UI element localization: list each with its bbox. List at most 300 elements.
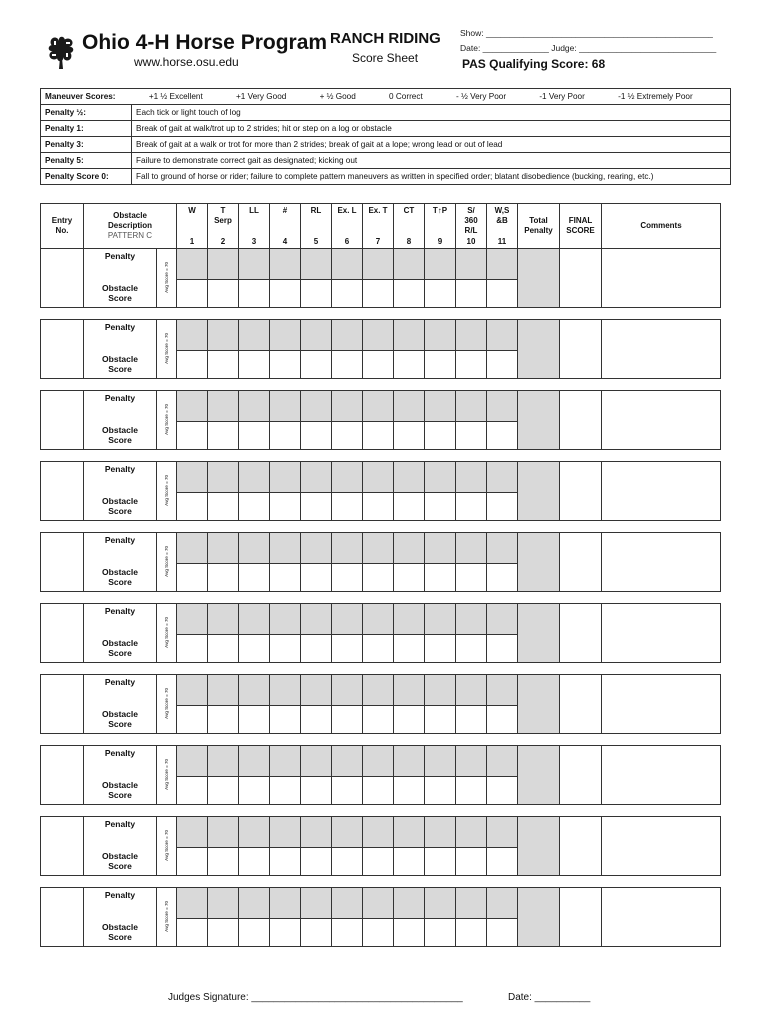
penalty-cell[interactable] <box>487 320 518 351</box>
row-spacer <box>41 450 721 462</box>
maneuver-score-cell[interactable] <box>239 634 270 663</box>
maneuver-score-cell[interactable] <box>425 492 456 521</box>
judge-signature-field[interactable]: Judges Signature: ______________________________________ <box>168 992 463 1003</box>
final-score-cell[interactable] <box>560 249 602 308</box>
maneuver-score-cell[interactable] <box>425 847 456 876</box>
penalty-cell[interactable] <box>487 391 518 422</box>
penalty-cell[interactable] <box>177 462 208 493</box>
maneuver-score-cell[interactable] <box>487 350 518 379</box>
penalty-cell[interactable] <box>332 533 363 564</box>
final-score-cell[interactable] <box>560 746 602 805</box>
comments-cell[interactable] <box>602 604 721 663</box>
penalty-cell[interactable] <box>456 462 487 493</box>
final-score-cell[interactable] <box>560 462 602 521</box>
total-penalty-cell[interactable] <box>518 320 560 379</box>
signature-date-field[interactable]: Date: __________ <box>508 992 591 1003</box>
maneuver-score: -1 ½ Extremely Poor <box>618 92 693 101</box>
total-penalty-cell[interactable] <box>518 249 560 308</box>
maneuver-score-cell[interactable] <box>177 350 208 379</box>
penalty-label: Penalty 1: <box>41 121 132 137</box>
penalty-cell[interactable] <box>270 391 301 422</box>
maneuver-score-cell[interactable] <box>332 563 363 592</box>
penalty-cell[interactable] <box>487 675 518 706</box>
penalty-cell[interactable] <box>239 533 270 564</box>
maneuver-score-cell[interactable] <box>363 847 394 876</box>
maneuver-score-cell[interactable] <box>487 421 518 450</box>
penalty-cell[interactable] <box>456 533 487 564</box>
maneuver-score-cell[interactable] <box>394 421 425 450</box>
entry-number-cell[interactable] <box>41 462 84 521</box>
maneuver-score-cell[interactable] <box>208 918 239 947</box>
final-score-cell[interactable] <box>560 391 602 450</box>
penalty-cell[interactable] <box>394 391 425 422</box>
maneuver-score-cell[interactable] <box>208 421 239 450</box>
penalty-cell[interactable] <box>270 533 301 564</box>
maneuver-score-cell[interactable] <box>270 350 301 379</box>
penalty-cell[interactable] <box>487 817 518 848</box>
penalty-cell[interactable] <box>425 391 456 422</box>
maneuver-score-cell[interactable] <box>487 563 518 592</box>
penalty-cell[interactable] <box>208 391 239 422</box>
final-score-cell[interactable] <box>560 817 602 876</box>
maneuver-score-cell[interactable] <box>487 634 518 663</box>
maneuver-header: CT 8 <box>394 204 425 249</box>
maneuver-score-cell[interactable] <box>208 492 239 521</box>
maneuver-score-cell[interactable] <box>425 421 456 450</box>
maneuver-score-cell[interactable] <box>301 492 332 521</box>
penalty-cell[interactable] <box>363 604 394 635</box>
maneuver-score-cell[interactable] <box>177 918 208 947</box>
entry-number-cell[interactable] <box>41 249 84 308</box>
maneuver-score-cell[interactable] <box>363 421 394 450</box>
penalty-cell[interactable] <box>301 604 332 635</box>
penalty-cell[interactable] <box>487 249 518 280</box>
penalty-cell[interactable] <box>239 746 270 777</box>
maneuver-score-cell[interactable] <box>394 279 425 308</box>
penalty-cell[interactable] <box>177 533 208 564</box>
maneuver-score-cell[interactable] <box>301 918 332 947</box>
penalty-cell[interactable] <box>239 604 270 635</box>
maneuver-score-cell[interactable] <box>332 918 363 947</box>
obstacle-header: Obstacle Description PATTERN C <box>84 204 177 249</box>
maneuver-score-cell[interactable] <box>394 492 425 521</box>
maneuver-score-cell[interactable] <box>270 634 301 663</box>
penalty-cell[interactable] <box>177 391 208 422</box>
maneuver-score-cell[interactable] <box>239 350 270 379</box>
penalty-cell[interactable] <box>177 675 208 706</box>
penalty-cell[interactable] <box>332 462 363 493</box>
penalty-cell[interactable] <box>177 249 208 280</box>
penalty-cell[interactable] <box>239 462 270 493</box>
maneuver-score-cell[interactable] <box>208 776 239 805</box>
maneuver-score-cell[interactable] <box>363 776 394 805</box>
maneuver-score-cell[interactable] <box>394 776 425 805</box>
maneuver-score-cell[interactable] <box>425 563 456 592</box>
penalty-cell[interactable] <box>487 604 518 635</box>
penalty-cell[interactable] <box>363 746 394 777</box>
penalty-cell[interactable] <box>487 746 518 777</box>
penalty-cell[interactable] <box>239 817 270 848</box>
maneuver-scores-label: Maneuver Scores: <box>45 92 116 101</box>
maneuver-score-cell[interactable] <box>332 705 363 734</box>
penalty-cell[interactable] <box>332 320 363 351</box>
maneuver-score-cell[interactable] <box>208 563 239 592</box>
maneuver-score-cell[interactable] <box>208 279 239 308</box>
penalty-cell[interactable] <box>239 391 270 422</box>
entry-penalty-row <box>41 249 721 280</box>
maneuver-score-cell[interactable] <box>177 847 208 876</box>
maneuver-score-cell[interactable] <box>487 847 518 876</box>
maneuver-score-cell[interactable] <box>177 492 208 521</box>
penalty-cell[interactable] <box>208 462 239 493</box>
maneuver-score-cell[interactable] <box>363 918 394 947</box>
maneuver-score-cell[interactable] <box>177 634 208 663</box>
penalty-label: Penalty 3: <box>41 137 132 153</box>
penalty-cell[interactable] <box>394 249 425 280</box>
penalty-cell[interactable] <box>208 604 239 635</box>
penalty-cell[interactable] <box>208 888 239 919</box>
total-penalty-cell[interactable] <box>518 817 560 876</box>
maneuver-score-cell[interactable] <box>239 918 270 947</box>
penalty-cell[interactable] <box>456 675 487 706</box>
penalty-cell[interactable] <box>487 533 518 564</box>
penalty-cell[interactable] <box>177 604 208 635</box>
comments-cell[interactable] <box>602 320 721 379</box>
total-penalty-cell[interactable] <box>518 604 560 663</box>
maneuver-score-cell[interactable] <box>456 421 487 450</box>
comments-cell[interactable] <box>602 675 721 734</box>
total-penalty-cell[interactable] <box>518 746 560 805</box>
maneuver-score-cell[interactable] <box>332 279 363 308</box>
entry-penalty-row <box>41 391 721 422</box>
penalty-cell[interactable] <box>332 391 363 422</box>
comments-cell[interactable] <box>602 391 721 450</box>
maneuver-score-cell[interactable] <box>208 705 239 734</box>
maneuver-score-cell[interactable] <box>208 350 239 379</box>
maneuver-score-cell[interactable] <box>363 634 394 663</box>
comments-cell[interactable] <box>602 462 721 521</box>
class-title: RANCH RIDING <box>330 30 441 47</box>
maneuver-score-cell[interactable] <box>177 421 208 450</box>
maneuver-score-cell[interactable] <box>301 563 332 592</box>
penalty-cell[interactable] <box>363 249 394 280</box>
maneuver-score-cell[interactable] <box>394 563 425 592</box>
maneuver-score-cell[interactable] <box>394 705 425 734</box>
maneuver-score: 0 Correct <box>389 92 423 101</box>
penalty-cell[interactable] <box>301 533 332 564</box>
maneuver-score-cell[interactable] <box>332 492 363 521</box>
penalty-cell[interactable] <box>177 817 208 848</box>
comments-cell[interactable] <box>602 817 721 876</box>
maneuver-score-cell[interactable] <box>394 918 425 947</box>
penalty-cell[interactable] <box>394 817 425 848</box>
penalty-cell[interactable] <box>208 817 239 848</box>
penalty-label: Penalty <box>84 533 157 564</box>
penalty-text: Each tick or light touch of log <box>132 105 731 121</box>
maneuver-score-cell[interactable] <box>270 563 301 592</box>
maneuver-score-cell[interactable] <box>332 847 363 876</box>
maneuver-score-cell[interactable] <box>456 705 487 734</box>
website-link[interactable]: www.horse.osu.edu <box>134 55 239 69</box>
penalty-cell[interactable] <box>301 888 332 919</box>
entry-number-cell[interactable] <box>41 817 84 876</box>
penalty-cell[interactable] <box>301 746 332 777</box>
avg-score-cell <box>157 391 177 450</box>
maneuver-score-cell[interactable] <box>363 563 394 592</box>
penalty-cell[interactable] <box>425 817 456 848</box>
maneuver-score-cell[interactable] <box>239 776 270 805</box>
penalty-cell[interactable] <box>456 746 487 777</box>
penalty-cell[interactable] <box>456 604 487 635</box>
entry-number-cell[interactable] <box>41 391 84 450</box>
maneuver-score-cell[interactable] <box>301 634 332 663</box>
comments-cell[interactable] <box>602 746 721 805</box>
entry-penalty-row <box>41 533 721 564</box>
maneuver-score-cell[interactable] <box>301 847 332 876</box>
penalty-cell[interactable] <box>363 675 394 706</box>
maneuver-score-cell[interactable] <box>239 492 270 521</box>
penalty-cell[interactable] <box>177 320 208 351</box>
penalty-cell[interactable] <box>425 888 456 919</box>
penalty-cell[interactable] <box>301 249 332 280</box>
penalty-cell[interactable] <box>239 888 270 919</box>
avg-score-cell <box>157 675 177 734</box>
final-score-cell[interactable] <box>560 320 602 379</box>
penalty-cell[interactable] <box>487 462 518 493</box>
show-field[interactable]: Show: ________________________________________________ <box>460 28 713 38</box>
penalty-label: Penalty <box>84 817 157 848</box>
penalty-cell[interactable] <box>270 888 301 919</box>
maneuver-score-cell[interactable] <box>487 705 518 734</box>
total-penalty-cell[interactable] <box>518 533 560 592</box>
penalty-cell[interactable] <box>394 604 425 635</box>
maneuver-score-cell[interactable] <box>394 634 425 663</box>
penalty-cell[interactable] <box>332 675 363 706</box>
maneuver-score-cell[interactable] <box>332 776 363 805</box>
maneuver-score-cell[interactable] <box>301 421 332 450</box>
penalty-cell[interactable] <box>394 320 425 351</box>
maneuver-score-cell[interactable] <box>270 279 301 308</box>
penalty-cell[interactable] <box>363 391 394 422</box>
comments-cell[interactable] <box>602 533 721 592</box>
maneuver-score-cell[interactable] <box>487 776 518 805</box>
penalty-cell[interactable] <box>394 746 425 777</box>
maneuver-score-cell[interactable] <box>363 350 394 379</box>
penalty-cell[interactable] <box>301 462 332 493</box>
entry-number-cell[interactable] <box>41 888 84 947</box>
penalty-label: Penalty 5: <box>41 153 132 169</box>
avg-score-label: Avg Score = 70 <box>164 829 169 861</box>
maneuver-score-cell[interactable] <box>456 918 487 947</box>
penalty-cell[interactable] <box>394 462 425 493</box>
total-penalty-cell[interactable] <box>518 888 560 947</box>
obstacle-score-label: Obstacle Score <box>84 705 157 734</box>
penalty-cell[interactable] <box>208 746 239 777</box>
penalty-cell[interactable] <box>425 249 456 280</box>
maneuver-score-cell[interactable] <box>363 492 394 521</box>
penalty-label: Penalty <box>84 888 157 919</box>
maneuver-score-cell[interactable] <box>177 279 208 308</box>
maneuver-score-cell[interactable] <box>270 847 301 876</box>
penalty-cell[interactable] <box>239 320 270 351</box>
penalty-cell[interactable] <box>301 675 332 706</box>
maneuver-score-cell[interactable] <box>363 705 394 734</box>
penalty-cell[interactable] <box>332 604 363 635</box>
maneuver-score-cell[interactable] <box>425 776 456 805</box>
avg-score-cell <box>157 249 177 308</box>
maneuver-score-cell[interactable] <box>487 279 518 308</box>
penalty-cell[interactable] <box>363 817 394 848</box>
maneuver-score-cell[interactable] <box>425 918 456 947</box>
entry-number-cell[interactable] <box>41 320 84 379</box>
penalty-cell[interactable] <box>332 888 363 919</box>
penalty-cell[interactable] <box>394 888 425 919</box>
penalty-cell[interactable] <box>363 320 394 351</box>
entry-number-cell[interactable] <box>41 675 84 734</box>
penalty-cell[interactable] <box>239 675 270 706</box>
penalty-label: Penalty <box>84 391 157 422</box>
avg-score-label: Avg Score = 70 <box>164 474 169 506</box>
total-penalty-cell[interactable] <box>518 391 560 450</box>
penalty-cell[interactable] <box>425 462 456 493</box>
penalty-cell[interactable] <box>270 462 301 493</box>
comments-cell[interactable] <box>602 888 721 947</box>
penalty-cell[interactable] <box>394 533 425 564</box>
penalty-cell[interactable] <box>177 746 208 777</box>
penalty-cell[interactable] <box>208 320 239 351</box>
penalty-label: Penalty <box>84 604 157 635</box>
penalty-cell[interactable] <box>270 249 301 280</box>
maneuver-score-cell[interactable] <box>208 634 239 663</box>
penalty-cell[interactable] <box>456 817 487 848</box>
penalty-cell[interactable] <box>270 320 301 351</box>
maneuver-score-cell[interactable] <box>332 421 363 450</box>
maneuver-score-cell[interactable] <box>239 421 270 450</box>
maneuver-score-cell[interactable] <box>456 563 487 592</box>
total-penalty-cell[interactable] <box>518 462 560 521</box>
maneuver-score-cell[interactable] <box>239 847 270 876</box>
penalty-cell[interactable] <box>425 746 456 777</box>
penalty-cell[interactable] <box>487 888 518 919</box>
maneuver-score-cell[interactable] <box>425 279 456 308</box>
entry-number-cell[interactable] <box>41 746 84 805</box>
penalty-cell[interactable] <box>208 533 239 564</box>
maneuver-score-cell[interactable] <box>456 350 487 379</box>
maneuver-score-cell[interactable] <box>177 776 208 805</box>
maneuver-score-cell[interactable] <box>456 492 487 521</box>
maneuver-score-cell[interactable] <box>487 918 518 947</box>
penalty-cell[interactable] <box>208 249 239 280</box>
penalty-cell[interactable] <box>425 675 456 706</box>
penalty-cell[interactable] <box>239 249 270 280</box>
final-score-cell[interactable] <box>560 675 602 734</box>
penalty-cell[interactable] <box>270 604 301 635</box>
maneuver-score-cell[interactable] <box>270 705 301 734</box>
penalty-cell[interactable] <box>425 320 456 351</box>
maneuver-score-cell[interactable] <box>301 776 332 805</box>
maneuver-score-cell[interactable] <box>270 918 301 947</box>
penalty-cell[interactable] <box>332 249 363 280</box>
maneuver-score-cell[interactable] <box>301 705 332 734</box>
comments-cell[interactable] <box>602 249 721 308</box>
maneuver-score-cell[interactable] <box>208 847 239 876</box>
entry-number-cell[interactable] <box>41 533 84 592</box>
penalty-cell[interactable] <box>425 604 456 635</box>
maneuver-score-cell[interactable] <box>239 279 270 308</box>
avg-score-cell <box>157 746 177 805</box>
maneuver-score-cell[interactable] <box>332 634 363 663</box>
maneuver-score-cell[interactable] <box>177 563 208 592</box>
maneuver-score-cell[interactable] <box>270 421 301 450</box>
penalty-cell[interactable] <box>456 320 487 351</box>
penalty-cell[interactable] <box>363 462 394 493</box>
maneuver-score-cell[interactable] <box>394 350 425 379</box>
penalty-cell[interactable] <box>177 888 208 919</box>
maneuver-score-cell[interactable] <box>332 350 363 379</box>
penalty-cell[interactable] <box>332 746 363 777</box>
maneuver-score-cell[interactable] <box>239 563 270 592</box>
penalty-cell[interactable] <box>456 249 487 280</box>
penalty-cell[interactable] <box>270 746 301 777</box>
maneuver-score-cell[interactable] <box>177 705 208 734</box>
maneuver-score-cell[interactable] <box>456 776 487 805</box>
maneuver-score-cell[interactable] <box>456 847 487 876</box>
penalty-cell[interactable] <box>363 888 394 919</box>
date-judge-field[interactable]: Date: ______________ Judge: _____________________________ <box>460 43 717 53</box>
penalty-label: Penalty <box>84 675 157 706</box>
maneuver-score-cell[interactable] <box>425 634 456 663</box>
final-score-cell[interactable] <box>560 888 602 947</box>
penalty-cell[interactable] <box>456 391 487 422</box>
entry-number-cell[interactable] <box>41 604 84 663</box>
penalty-cell[interactable] <box>332 817 363 848</box>
obstacle-score-label: Obstacle Score <box>84 634 157 663</box>
maneuver-score-cell[interactable] <box>425 705 456 734</box>
maneuver-score-cell[interactable] <box>301 279 332 308</box>
maneuver-score: +1 Very Good <box>236 92 287 101</box>
penalty-cell[interactable] <box>363 533 394 564</box>
penalty-cell[interactable] <box>425 533 456 564</box>
maneuver-score-cell[interactable] <box>301 350 332 379</box>
maneuver-score-cell[interactable] <box>363 279 394 308</box>
penalty-cell[interactable] <box>301 320 332 351</box>
maneuver-score-cell[interactable] <box>239 705 270 734</box>
avg-score-label: Avg Score = 70 <box>164 403 169 435</box>
penalty-cell[interactable] <box>456 888 487 919</box>
maneuver-score-cell[interactable] <box>456 634 487 663</box>
penalty-cell[interactable] <box>394 675 425 706</box>
total-penalty-cell[interactable] <box>518 675 560 734</box>
maneuver-score-cell[interactable] <box>487 492 518 521</box>
maneuver-score-cell[interactable] <box>425 350 456 379</box>
penalty-cell[interactable] <box>301 391 332 422</box>
maneuver-score-cell[interactable] <box>270 492 301 521</box>
entry-penalty-row <box>41 817 721 848</box>
penalty-cell[interactable] <box>301 817 332 848</box>
final-score-cell[interactable] <box>560 604 602 663</box>
penalty-cell[interactable] <box>208 675 239 706</box>
penalty-cell[interactable] <box>270 817 301 848</box>
comments-header: Comments <box>602 204 721 249</box>
maneuver-header: LL 3 <box>239 204 270 249</box>
maneuver-score-cell[interactable] <box>456 279 487 308</box>
final-score-cell[interactable] <box>560 533 602 592</box>
clover-logo-icon <box>44 32 78 70</box>
maneuver-score-cell[interactable] <box>270 776 301 805</box>
maneuver-score-cell[interactable] <box>394 847 425 876</box>
maneuver-header: T↑P 9 <box>425 204 456 249</box>
penalty-cell[interactable] <box>270 675 301 706</box>
